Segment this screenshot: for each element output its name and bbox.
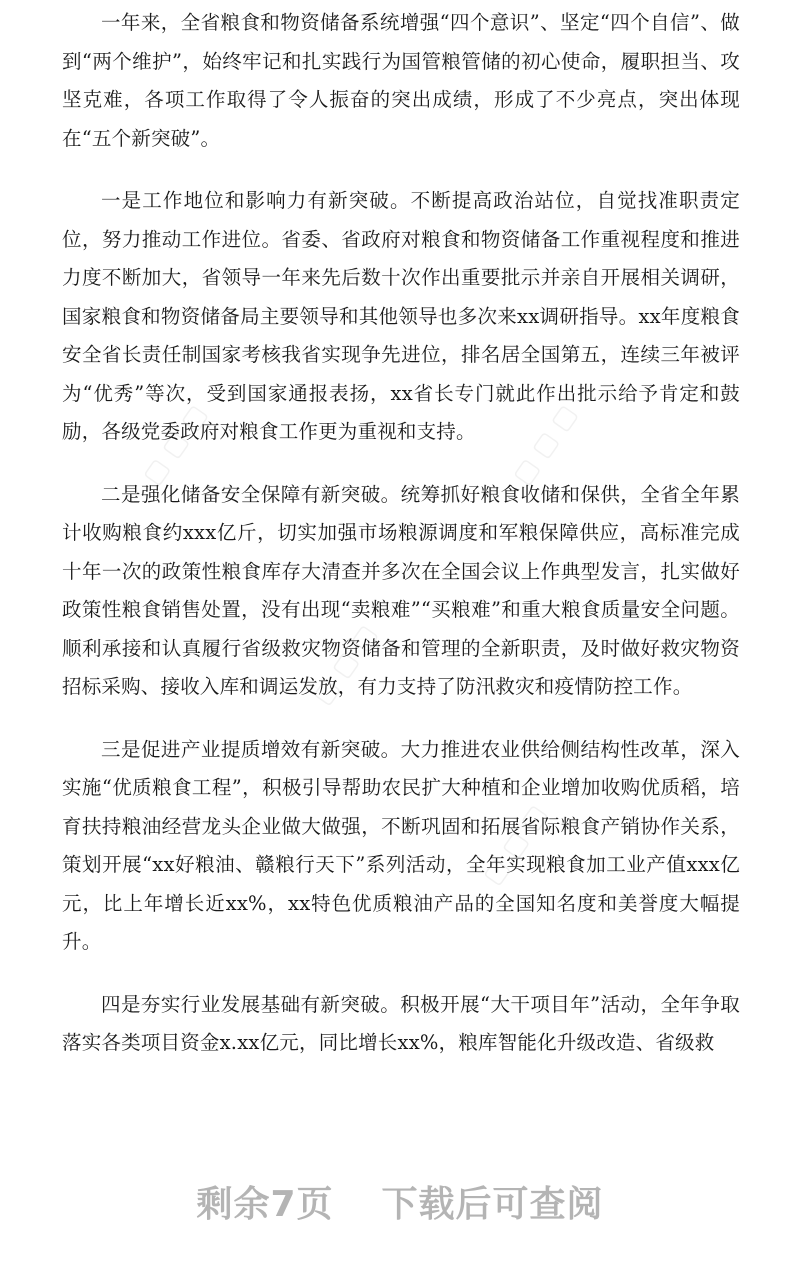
paragraph-breakthrough-2: 二是强化储备安全保障有新突破。统筹抓好粮食收储和保供，全省全年累计收购粮食约xxx亿斤，切实加强市场粮源调度和军粮保障供应，高标准完成十年一次的政策性粮食库存大清查并多次在全国会议上作典型发言，扎实做好政策性粮食销售处置，没有出现“卖粮难”“买粮难”和重大粮食质量安全问题。顺利承接和认真履行省级救灾物资储备和管理的全新职责，及时做好救灾物资招标采购、接收入库和调运发放，有力支持了防汛救灾和疫情防控工作。 — [62, 482, 740, 698]
remaining-pages-banner[interactable] — [0, 1176, 800, 1227]
document-body — [62, 4, 740, 1087]
paragraph-intro: 一年来，全省粮食和物资储备系统增强“四个意识”、坚定“四个自信”、做到“两个维护”，始终牢记和扎实践行为国管粮管储的初心使命，履职担当、攻坚克难，各项工作取得了令人振奋的突出成绩，形成了不少亮点，突出体现在“五个新突破”。 — [62, 11, 740, 150]
download-hint-label: 下载后可查阅 — [381, 1184, 604, 1225]
watermark-mark: ▢ ▢ ▢ — [136, 399, 214, 491]
paragraph-breakthrough-1: 一是工作地位和影响力有新突破。不断提高政治站位，自觉找准职责定位，努力推动工作进位。省委、省政府对粮食和物资储备工作重视程度和推进力度不断加大，省领导一年来先后数十次作出重要批示并亲自开展相关调研，国家粮食和物资储备局主要领导和其他领导也多次来xx调研指导。xx年度粮食安全省长责任制国家考核我省实现争先进位，排名居全国第五，连续三年被评为“优秀”等次，受到国家通报表扬，xx省长专门就此作出批示给予肯定和鼓励，各级党委政府对粮食工作更为重视和支持。 — [62, 189, 740, 443]
paragraph-breakthrough-4: 四是夯实行业发展基础有新突破。积极开展“大干项目年”活动，全年争取落实各类项目资金x.xx亿元，同比增长xx%，粮库智能化升级改造、省级救 — [62, 992, 740, 1054]
watermark-mark: ▢ ▢ ▢ — [506, 399, 584, 491]
watermark-mark: ▢ ▢ ▢ — [306, 619, 384, 711]
paragraph-breakthrough-3: 三是促进产业提质增效有新突破。大力推进农业供给侧结构性改革，深入实施“优质粮食工程”，积极引导帮助农民扩大种植和企业增加收购优质稻，培育扶持粮油经营龙头企业做大做强，不断巩固和拓展省际粮食产销协作关系，策划开展“xx好粮油、赣粮行天下”系列活动，全年实现粮食加工业产值xxx亿元，比上年增长近xx%，xx特色优质粮油产品的全国知名度和美誉度大幅提升。 — [62, 737, 740, 953]
watermark-mark: ▢ ▢ ▢ — [476, 799, 554, 891]
remaining-pages-label: 剩余7页 — [196, 1184, 334, 1225]
